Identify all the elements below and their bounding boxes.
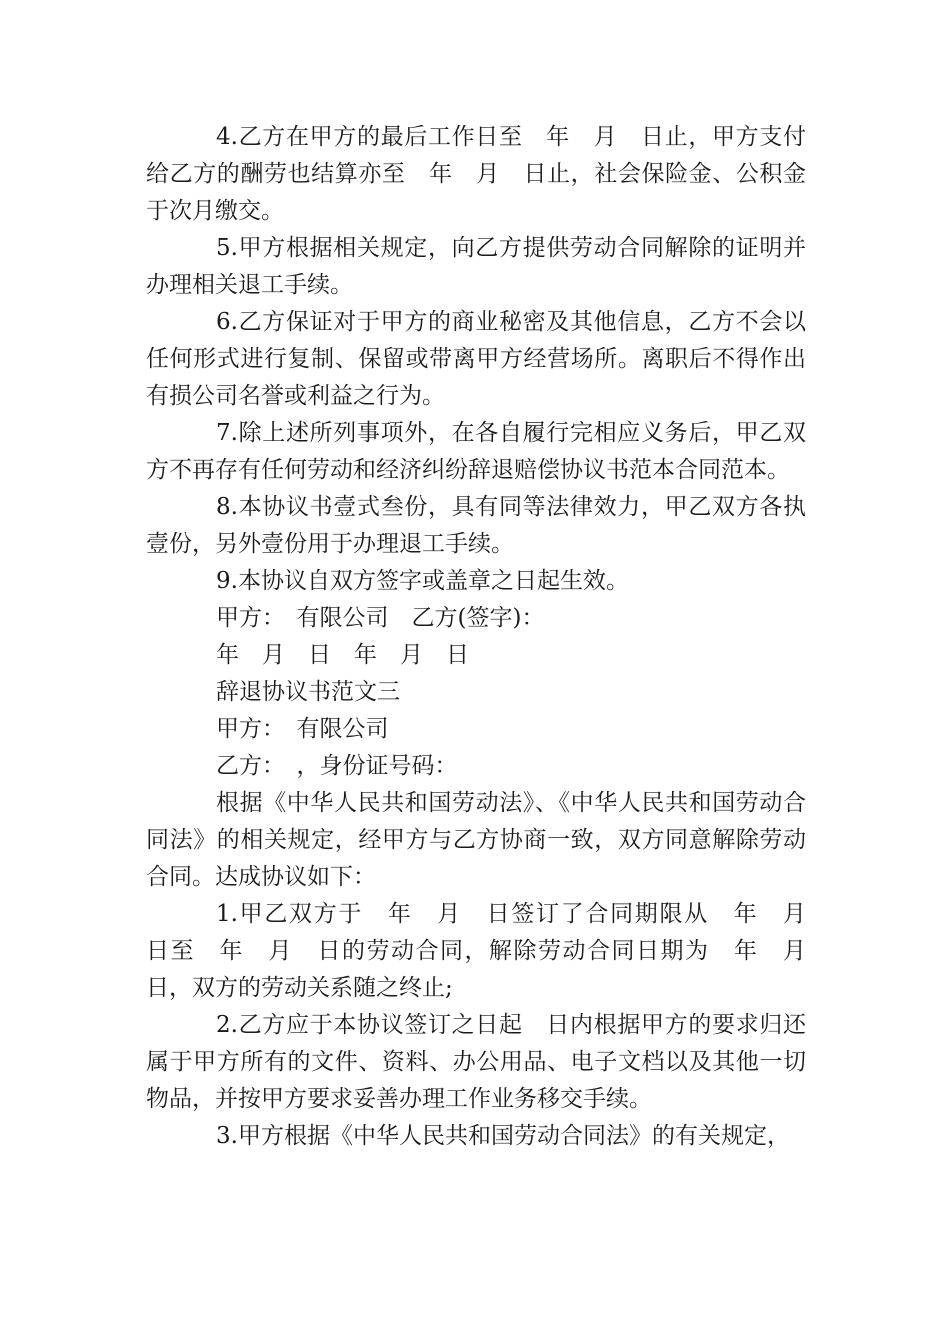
clause-1: 1.甲乙双方于 年 月 日签订了合同期限从 年 月 日至 年 月 日的劳动合同，解除劳动合同日期为 年 月 日，双方的劳动关系随之终止;	[146, 901, 829, 1001]
clause-2: 2.乙方应于本协议签订之日起 日内根据甲方的要求归还属于甲方所有的文件、资料、办公用品、电子文档以及其他一切物品，并按甲方要求妥善办理工作业务移交手续。	[146, 1012, 806, 1112]
preamble-paragraph: 根据《中华人民共和国劳动法》、《中华人民共和国劳动合同法》的相关规定，经甲方与乙方协商一致，双方同意解除劳动合同。达成协议如下：	[146, 790, 806, 890]
party-a-line: 甲方： 有限公司	[216, 716, 389, 742]
paragraph-item-5: 5.甲方根据相关规定，向乙方提供劳动合同解除的证明并办理相关退工手续。	[146, 235, 806, 298]
paragraph-item-9: 9.本协议自双方签字或盖章之日起生效。	[216, 568, 629, 594]
signature-parties-line: 甲方： 有限公司 乙方(签字)：	[216, 605, 545, 631]
paragraph-item-7: 7.除上述所列事项外，在各自履行完相应义务后，甲乙双方不再存有任何劳动和经济纠纷辞退赔偿协议书范本合同范本。	[146, 420, 806, 483]
section-title: 辞退协议书范文三	[216, 679, 400, 705]
paragraph-item-8: 8.本协议书壹式叁份，具有同等法律效力，甲乙双方各执壹份，另外壹份用于办理退工手续。	[146, 494, 806, 557]
signature-date-line: 年 月 日 年 月 日	[216, 642, 469, 668]
party-b-line: 乙方： ，身份证号码：	[216, 753, 458, 779]
paragraph-item-4: 4.乙方在甲方的最后工作日至 年 月 日止，甲方支付给乙方的酬劳也结算亦至 年 月 日止，社会保险金、公积金于次月缴交。	[146, 124, 806, 224]
paragraph-item-6: 6.乙方保证对于甲方的商业秘密及其他信息，乙方不会以任何形式进行复制、保留或带离甲方经营场所。离职后不得作出有损公司名誉或利益之行为。	[146, 309, 806, 409]
document-page	[146, 119, 829, 1155]
clause-3: 3.甲方根据《中华人民共和国劳动合同法》的有关规定，	[216, 1123, 790, 1149]
